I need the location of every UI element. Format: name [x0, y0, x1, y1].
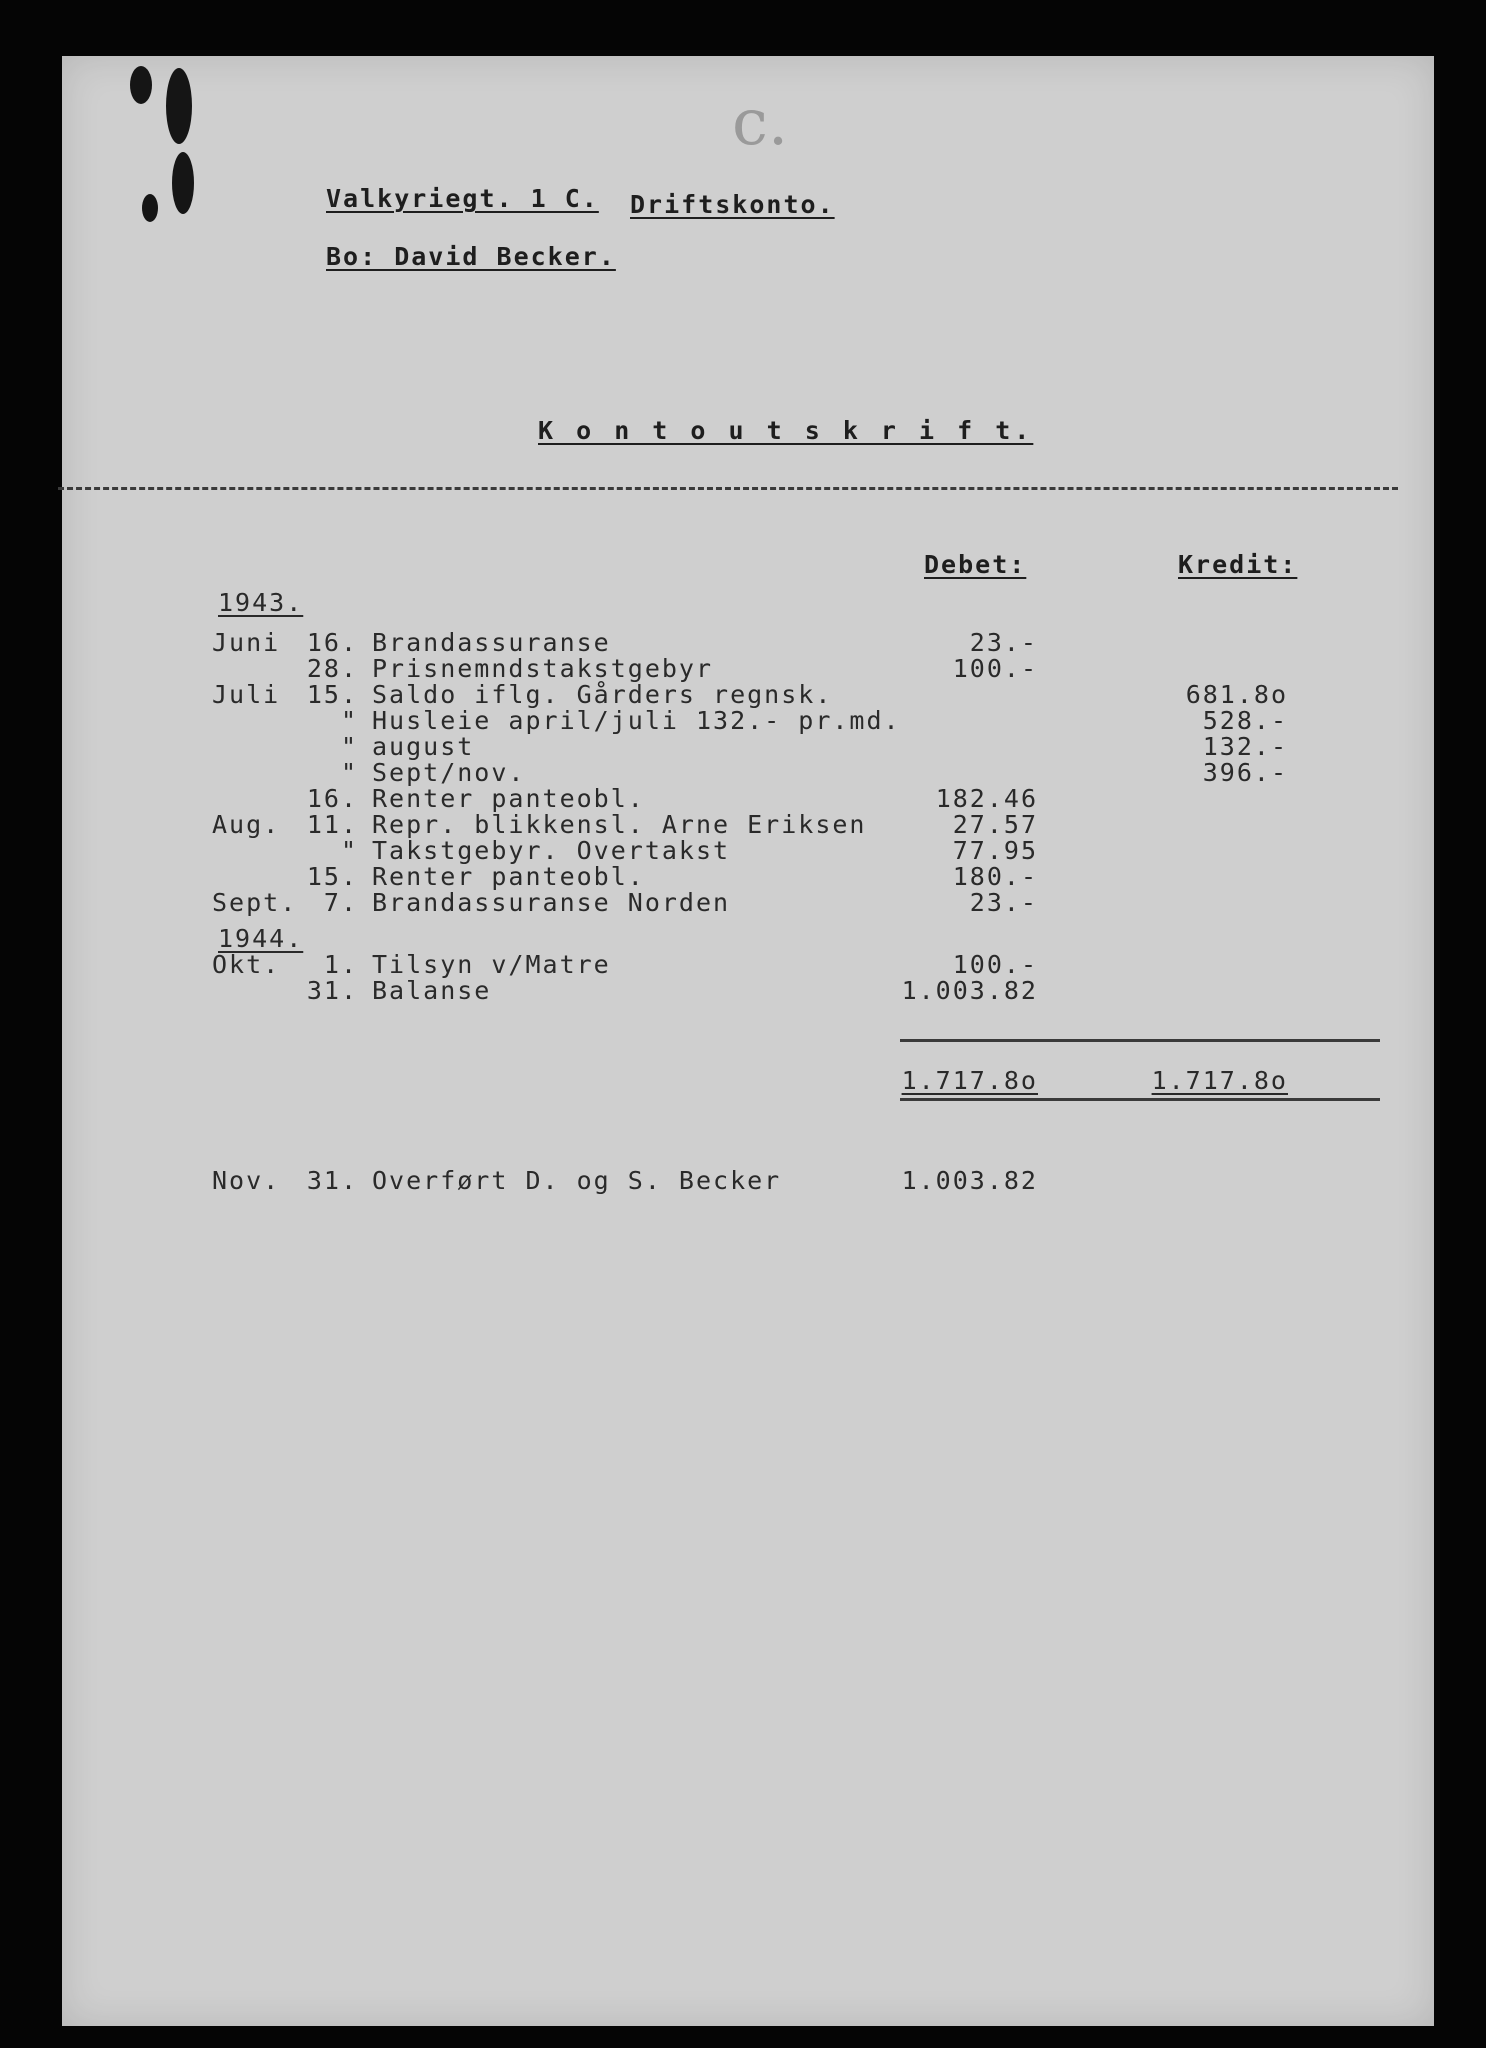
year-label: 1943.	[218, 588, 304, 617]
entry-debet: 77.95	[952, 836, 1038, 865]
column-header-kredit: Kredit:	[1178, 550, 1298, 579]
address: Valkyriegt. 1 C.	[326, 184, 599, 213]
entry-day: "	[340, 758, 358, 787]
entry-day: 31.	[306, 976, 358, 1005]
entry-debet: 100.-	[952, 654, 1038, 683]
entry-day: 15.	[306, 680, 358, 709]
transfer-day: 31.	[306, 1166, 358, 1195]
entry-month: Okt.	[212, 950, 281, 979]
entry-day: 16.	[306, 784, 358, 813]
entry-kredit: 132.-	[1202, 732, 1288, 761]
entry-day: 11.	[306, 810, 358, 839]
total-rule	[900, 1039, 1380, 1042]
entry-text: Sept/nov.	[372, 758, 526, 787]
entry-debet: 23.-	[969, 888, 1038, 917]
entry-debet: 100.-	[952, 950, 1038, 979]
entry-debet: 23.-	[969, 628, 1038, 657]
entry-day: "	[340, 836, 358, 865]
entry-day: 7.	[323, 888, 358, 917]
entry-kredit: 681.8o	[1185, 680, 1288, 709]
year-label: 1944.	[218, 924, 304, 953]
punch-hole	[142, 194, 158, 222]
total-rule	[900, 1098, 1380, 1101]
entry-debet: 27.57	[952, 810, 1038, 839]
entry-text: Tilsyn v/Matre	[372, 950, 611, 979]
entry-text: Husleie april/juli 132.- pr.md.	[372, 706, 901, 735]
entry-month: Juli	[212, 680, 281, 709]
entry-text: august	[372, 732, 475, 761]
entry-day: 28.	[306, 654, 358, 683]
entry-debet: 1.003.82	[901, 976, 1038, 1005]
entry-text: Brandassuranse	[372, 628, 611, 657]
entry-debet: 180.-	[952, 862, 1038, 891]
entry-text: Brandassuranse Norden	[372, 888, 731, 917]
punch-hole	[166, 68, 192, 144]
entry-month: Sept.	[212, 888, 298, 917]
entry-day: "	[340, 706, 358, 735]
entry-text: Saldo iflg. Gårders regnsk.	[372, 680, 833, 709]
column-header-debet: Debet:	[924, 550, 1027, 579]
document-page	[62, 56, 1434, 2026]
total-kredit: 1.717.8o	[1151, 1066, 1288, 1095]
entry-text: Renter panteobl.	[372, 784, 645, 813]
entry-day: 1.	[323, 950, 358, 979]
entry-kredit: 528.-	[1202, 706, 1288, 735]
account-name: Driftskonto.	[630, 190, 835, 219]
entry-day: 16.	[306, 628, 358, 657]
divider	[58, 487, 1398, 490]
entry-text: Takstgebyr. Overtakst	[372, 836, 731, 865]
handwritten-mark: c.	[732, 86, 789, 160]
punch-hole	[172, 152, 194, 214]
owner: Bo: David Becker.	[326, 242, 616, 271]
entry-text: Prisnemndstakstgebyr	[372, 654, 714, 683]
page-title: K o n t o u t s k r i f t.	[538, 416, 1034, 445]
entry-day: 15.	[306, 862, 358, 891]
entry-kredit: 396.-	[1202, 758, 1288, 787]
entry-text: Repr. blikkensl. Arne Eriksen	[372, 810, 867, 839]
entry-text: Balanse	[372, 976, 492, 1005]
entry-day: "	[340, 732, 358, 761]
transfer-debet: 1.003.82	[901, 1166, 1038, 1195]
transfer-month: Nov.	[212, 1166, 281, 1195]
entry-text: Renter panteobl.	[372, 862, 645, 891]
entry-month: Juni	[212, 628, 281, 657]
transfer-text: Overført D. og S. Becker	[372, 1166, 782, 1195]
punch-hole	[130, 66, 152, 104]
entry-month: Aug.	[212, 810, 281, 839]
total-debet: 1.717.8o	[901, 1066, 1038, 1095]
entry-debet: 182.46	[935, 784, 1038, 813]
